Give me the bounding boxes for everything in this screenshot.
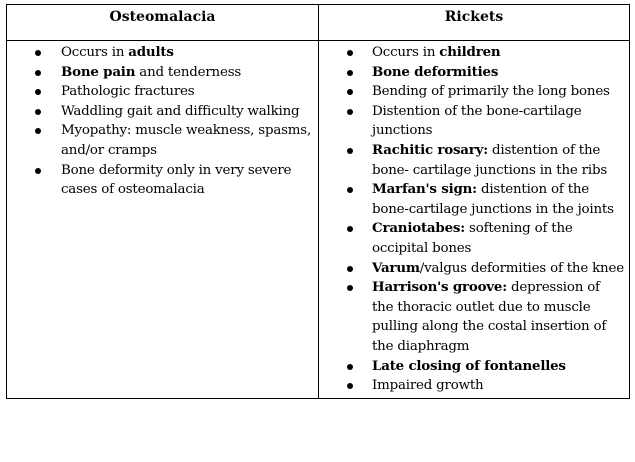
rickets-item (323, 219, 625, 258)
bold-term: Late closing of fontanelles (372, 357, 566, 374)
rickets-cell (319, 41, 630, 399)
bullet-icon (347, 109, 353, 115)
item-text: softening of the occipital bones (372, 221, 573, 256)
item-text: distention of the bone-cartilage junctions in the joints (372, 182, 614, 217)
comparison-table (6, 4, 630, 399)
bullet-icon (35, 89, 41, 95)
bold-term: Marfan's sign: (372, 181, 477, 198)
rickets-item (323, 278, 625, 356)
item-text: Occurs in (61, 45, 129, 60)
rickets-item (323, 102, 625, 141)
item-text: depression of the thoracic outlet due to muscle pulling along the costal insertion of the diaphragm (372, 280, 607, 354)
item-text: Bending of primarily the long bones (372, 84, 610, 100)
bold-term: children (439, 44, 501, 60)
rickets-item (323, 357, 625, 377)
bullet-icon (347, 383, 353, 389)
bold-term: Harrison's groove: (372, 279, 507, 296)
item-text: Occurs in (372, 45, 440, 60)
rickets-item (323, 43, 625, 63)
osteomalacia-list (11, 43, 314, 200)
osteomalacia-item (11, 102, 314, 122)
bold-term: Bone deformities (372, 63, 499, 80)
osteomalacia-item (11, 121, 314, 160)
bullet-icon (35, 109, 41, 115)
osteomalacia-item (11, 43, 314, 63)
osteomalacia-cell (7, 41, 319, 399)
item-text: Pathologic fractures (61, 84, 195, 100)
osteomalacia-item (11, 161, 314, 200)
content-row (7, 41, 630, 399)
item-text: Bone deformity only in very severe cases of osteomalacia (61, 162, 292, 198)
bullet-icon (35, 50, 41, 56)
rickets-item (323, 141, 625, 180)
item-text: Impaired growth (372, 378, 484, 394)
rickets-item (323, 180, 625, 219)
item-text: /valgus deformities of the knee (419, 260, 624, 276)
item-text: Distention of the bone-cartilage junctions (372, 103, 582, 139)
bullet-icon (347, 266, 353, 272)
osteomalacia-item (11, 63, 314, 83)
bullet-icon (347, 364, 353, 370)
item-text: and tenderness (135, 64, 242, 80)
item-text: distention of the bone- cartilage junctions in the ribs (372, 142, 607, 178)
rickets-item (323, 259, 625, 279)
bullet-icon (347, 70, 353, 76)
osteomalacia-item (11, 82, 314, 102)
rickets-list (323, 43, 625, 396)
item-text: Waddling gait and difficulty walking (61, 103, 300, 119)
bullet-icon (347, 285, 353, 291)
rickets-item (323, 82, 625, 102)
bullet-icon (35, 70, 41, 76)
header-row (7, 5, 630, 41)
bullet-icon (347, 187, 353, 193)
bullet-icon (347, 226, 353, 232)
bullet-icon (347, 148, 353, 154)
bold-term: Craniotabes: (372, 220, 465, 237)
bullet-icon (35, 168, 41, 174)
bold-term: adults (128, 44, 174, 60)
bold-term: Varum (372, 259, 420, 276)
bold-term: Rachitic rosary: (372, 141, 488, 158)
item-text: Myopathy: muscle weakness, spasms, and/or cramps (61, 123, 312, 158)
header-rickets: Rickets (319, 5, 630, 41)
rickets-item (323, 376, 625, 396)
header-osteomalacia: Osteomalacia (7, 5, 319, 41)
bold-term: Bone pain (61, 63, 136, 80)
bullet-icon (347, 89, 353, 95)
bullet-icon (35, 128, 41, 134)
rickets-item (323, 63, 625, 83)
bullet-icon (347, 50, 353, 56)
